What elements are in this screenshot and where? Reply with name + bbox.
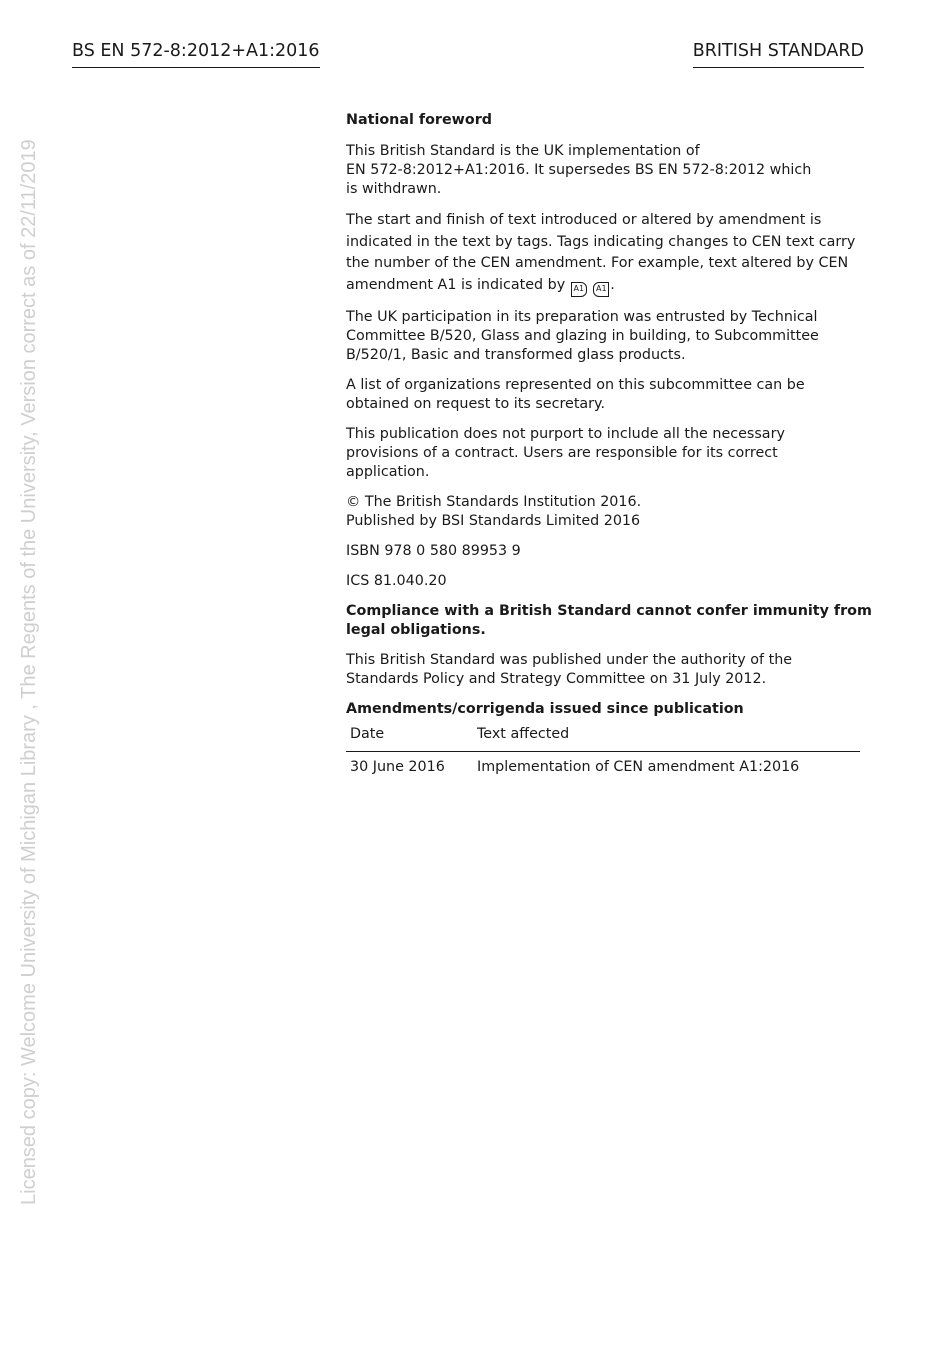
foreword-paragraph-implementation: This British Standard is the UK implementation of EN 572-8:2012+A1:2016. It supersedes BS EN 572-8:2012 which is withdrawn. xyxy=(346,143,812,197)
national-foreword xyxy=(346,111,872,777)
foreword-paragraph-organizations: A list of organizations represented on this subcommittee can be obtained on request to its secretary. xyxy=(346,377,805,413)
foreword-paragraph-committee: The UK participation in its preparation was entrusted by Technical Committee B/520, Glass and glazing in building, to Subcommittee B/520/1, Basic and transformed glass products. xyxy=(346,309,819,364)
foreword-title: National foreword xyxy=(346,112,492,128)
amendments-table xyxy=(346,725,860,777)
amendment-date: 30 June 2016 xyxy=(350,759,445,776)
column-header-date: Date xyxy=(346,725,473,752)
compliance-statement: Compliance with a British Standard cannot confer immunity from legal obligations. xyxy=(346,603,872,639)
amendment-end-tag-icon: A1 xyxy=(593,282,609,297)
foreword-paragraph-contract: This publication does not purport to include all the necessary provisions of a contract. Users are responsible for its correct application. xyxy=(346,426,785,481)
amendments-title: Amendments/corrigenda issued since publication xyxy=(346,701,744,718)
amendment-text-affected: Implementation of CEN amendment A1:2016 xyxy=(477,759,800,776)
running-header-title: BRITISH STANDARD xyxy=(693,40,864,68)
table-row xyxy=(346,752,860,778)
publication-authority: This British Standard was published under the authority of the Standards Policy and Strategy Committee on 31 July 2012. xyxy=(346,652,793,688)
foreword-paragraph-tags: The start and finish of text introduced or altered by amendment is indicated in the text by tags. Tags indicating changes to CEN text carry the number of the CEN amendment. For example, text altered by CEN amendment A1 is indicated by A1 A1 . xyxy=(346,210,860,297)
column-header-text-affected: Text affected xyxy=(473,725,860,752)
amendments-header-row xyxy=(346,725,860,752)
copyright-notice: © The British Standards Institution 2016. Published by BSI Standards Limited 2016 xyxy=(346,494,642,530)
isbn: ISBN 978 0 580 89953 9 xyxy=(346,543,521,560)
license-watermark: Licensed copy: Welcome University of Michigan Library , The Regents of the University, Version correct as of 22/11/2019 xyxy=(18,139,40,1205)
amendment-start-tag-icon: A1 xyxy=(571,282,587,297)
ics-code: ICS 81.040.20 xyxy=(346,573,447,590)
running-header-standard-number: BS EN 572-8:2012+A1:2016 xyxy=(72,40,320,68)
